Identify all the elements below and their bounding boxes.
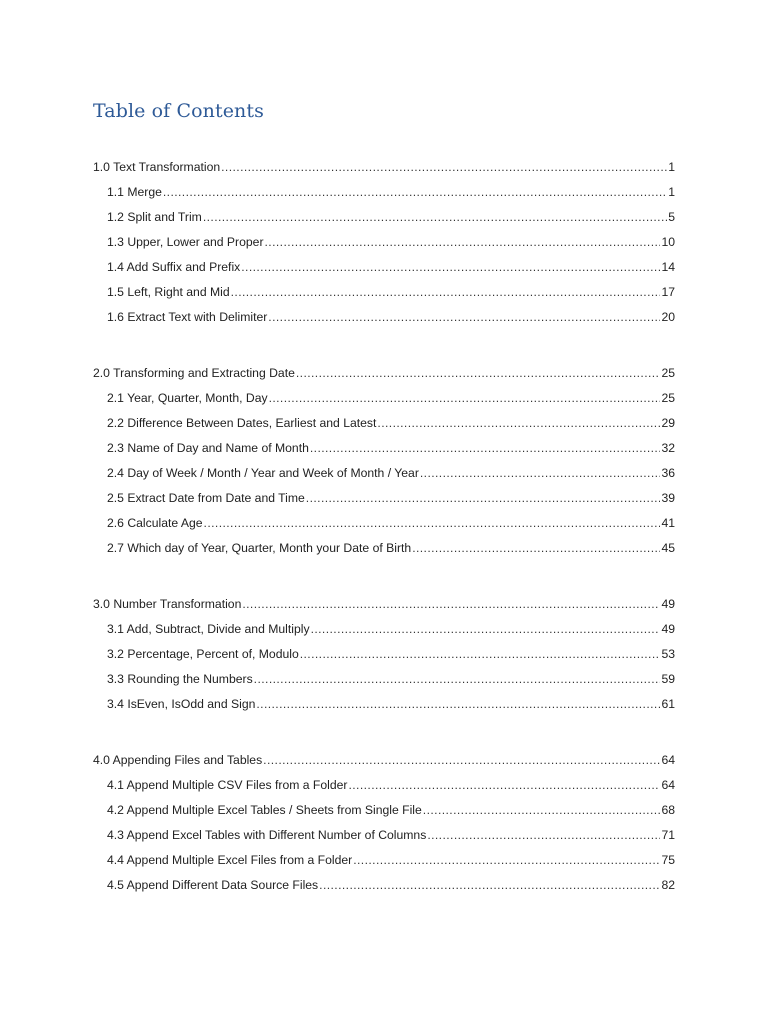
toc-section-3 [93,592,675,717]
dot-leader [412,536,660,561]
dot-leader [242,592,660,617]
toc-entry-label: 3.2 Percentage, Percent of, Modulo [107,647,299,661]
toc-entry-label: 4.0 Appending Files and Tables [93,753,263,767]
toc-entry-2-0[interactable] [93,361,675,386]
toc-entry-page: 10 [661,235,675,249]
toc-entry-label: 2.5 Extract Date from Date and Time [107,491,305,505]
dot-leader [423,798,661,823]
toc-entry-page: 25 [661,391,675,405]
page-title: Table of Contents [93,100,264,122]
toc-entry-label: 1.1 Merge [107,185,162,199]
dot-leader [427,823,660,848]
toc-entry-label: 2.2 Difference Between Dates, Earliest and Latest [107,416,377,430]
toc-entry-page: 17 [661,285,675,299]
toc-entry-label: 4.4 Append Multiple Excel Files from a Folder [107,853,353,867]
dot-leader [256,692,660,717]
toc-entry-1-3[interactable] [93,230,675,255]
toc-entry-page: 14 [661,260,675,274]
toc-entry-label: 3.4 IsEven, IsOdd and Sign [107,697,256,711]
toc-entry-page: 5 [668,210,675,224]
toc-entry-page: 64 [661,753,675,767]
dot-leader [221,155,667,180]
dot-leader [306,486,661,511]
toc-entry-page: 75 [661,853,675,867]
toc-entry-label: 2.0 Transforming and Extracting Date [93,366,295,380]
toc-entry-1-4[interactable] [93,255,675,280]
toc-entry-page: 45 [661,541,675,555]
dot-leader [269,386,661,411]
toc-entry-3-2[interactable] [93,642,675,667]
toc-entry-label: 4.3 Append Excel Tables with Different Number of Columns [107,828,427,842]
toc-entry-1-2[interactable] [93,205,675,230]
dot-leader [420,461,661,486]
toc-entry-1-1[interactable] [93,180,675,205]
dot-leader [268,305,660,330]
toc-entry-4-5[interactable] [93,873,675,898]
toc-entry-label: 4.2 Append Multiple Excel Tables / Sheets from Single File [107,803,422,817]
toc-entry-1-6[interactable] [93,305,675,330]
toc-entry-page: 53 [661,647,675,661]
toc-entry-3-1[interactable] [93,617,675,642]
toc-entry-2-4[interactable] [93,461,675,486]
dot-leader [231,280,661,305]
toc-entry-page: 59 [661,672,675,686]
toc-entry-label: 2.4 Day of Week / Month / Year and Week of Month / Year [107,466,419,480]
toc-entry-page: 61 [661,697,675,711]
toc-entry-label: 2.6 Calculate Age [107,516,203,530]
toc-entry-1-0[interactable] [93,155,675,180]
toc-entry-page: 36 [661,466,675,480]
dot-leader [310,436,661,461]
toc-entry-page: 25 [661,366,675,380]
toc-entry-label: 3.3 Rounding the Numbers [107,672,253,686]
dot-leader [203,205,667,230]
dot-leader [296,361,661,386]
toc-entry-label: 2.1 Year, Quarter, Month, Day [107,391,268,405]
toc-entry-page: 41 [661,516,675,530]
toc-entry-label: 1.3 Upper, Lower and Proper [107,235,264,249]
toc-entry-label: 4.5 Append Different Data Source Files [107,878,319,892]
dot-leader [254,667,661,692]
toc-entry-page: 29 [661,416,675,430]
toc-entry-page: 1 [668,185,675,199]
toc-entry-label: 3.0 Number Transformation [93,597,242,611]
dot-leader [353,848,660,873]
dot-leader [204,511,661,536]
toc-entry-3-4[interactable] [93,692,675,717]
toc-entry-label: 1.6 Extract Text with Delimiter [107,310,268,324]
toc-entry-label: 4.1 Append Multiple CSV Files from a Folder [107,778,348,792]
toc-entry-1-5[interactable] [93,280,675,305]
dot-leader [263,748,660,773]
toc-entry-3-3[interactable] [93,667,675,692]
toc-entry-label: 1.0 Text Transformation [93,160,221,174]
toc-entry-4-1[interactable] [93,773,675,798]
toc-entry-4-3[interactable] [93,823,675,848]
dot-leader [241,255,660,280]
toc-entry-4-4[interactable] [93,848,675,873]
dot-leader [311,617,661,642]
dot-leader [377,411,660,436]
toc-entry-page: 82 [661,878,675,892]
table-of-contents [93,155,675,929]
dot-leader [348,773,660,798]
toc-entry-page: 64 [661,778,675,792]
dot-leader [300,642,661,667]
dot-leader [265,230,661,255]
toc-entry-label: 1.5 Left, Right and Mid [107,285,230,299]
toc-entry-2-2[interactable] [93,411,675,436]
toc-entry-page: 68 [661,803,675,817]
toc-entry-3-0[interactable] [93,592,675,617]
toc-entry-page: 49 [661,597,675,611]
toc-entry-2-7[interactable] [93,536,675,561]
toc-entry-page: 20 [661,310,675,324]
dot-leader [163,180,667,205]
toc-entry-label: 1.2 Split and Trim [107,210,202,224]
toc-entry-4-0[interactable] [93,748,675,773]
toc-entry-4-2[interactable] [93,798,675,823]
toc-section-2 [93,361,675,561]
dot-leader [319,873,660,898]
toc-entry-2-6[interactable] [93,511,675,536]
toc-entry-page: 1 [668,160,675,174]
toc-entry-page: 49 [661,622,675,636]
toc-section-4 [93,748,675,898]
toc-entry-label: 1.4 Add Suffix and Prefix [107,260,241,274]
toc-entry-2-3[interactable] [93,436,675,461]
toc-entry-page: 71 [661,828,675,842]
toc-entry-label: 2.7 Which day of Year, Quarter, Month your Date of Birth [107,541,412,555]
toc-entry-2-1[interactable] [93,386,675,411]
toc-section-1 [93,155,675,330]
toc-entry-label: 3.1 Add, Subtract, Divide and Multiply [107,622,310,636]
toc-entry-page: 39 [661,491,675,505]
toc-entry-page: 32 [661,441,675,455]
toc-entry-2-5[interactable] [93,486,675,511]
toc-entry-label: 2.3 Name of Day and Name of Month [107,441,309,455]
